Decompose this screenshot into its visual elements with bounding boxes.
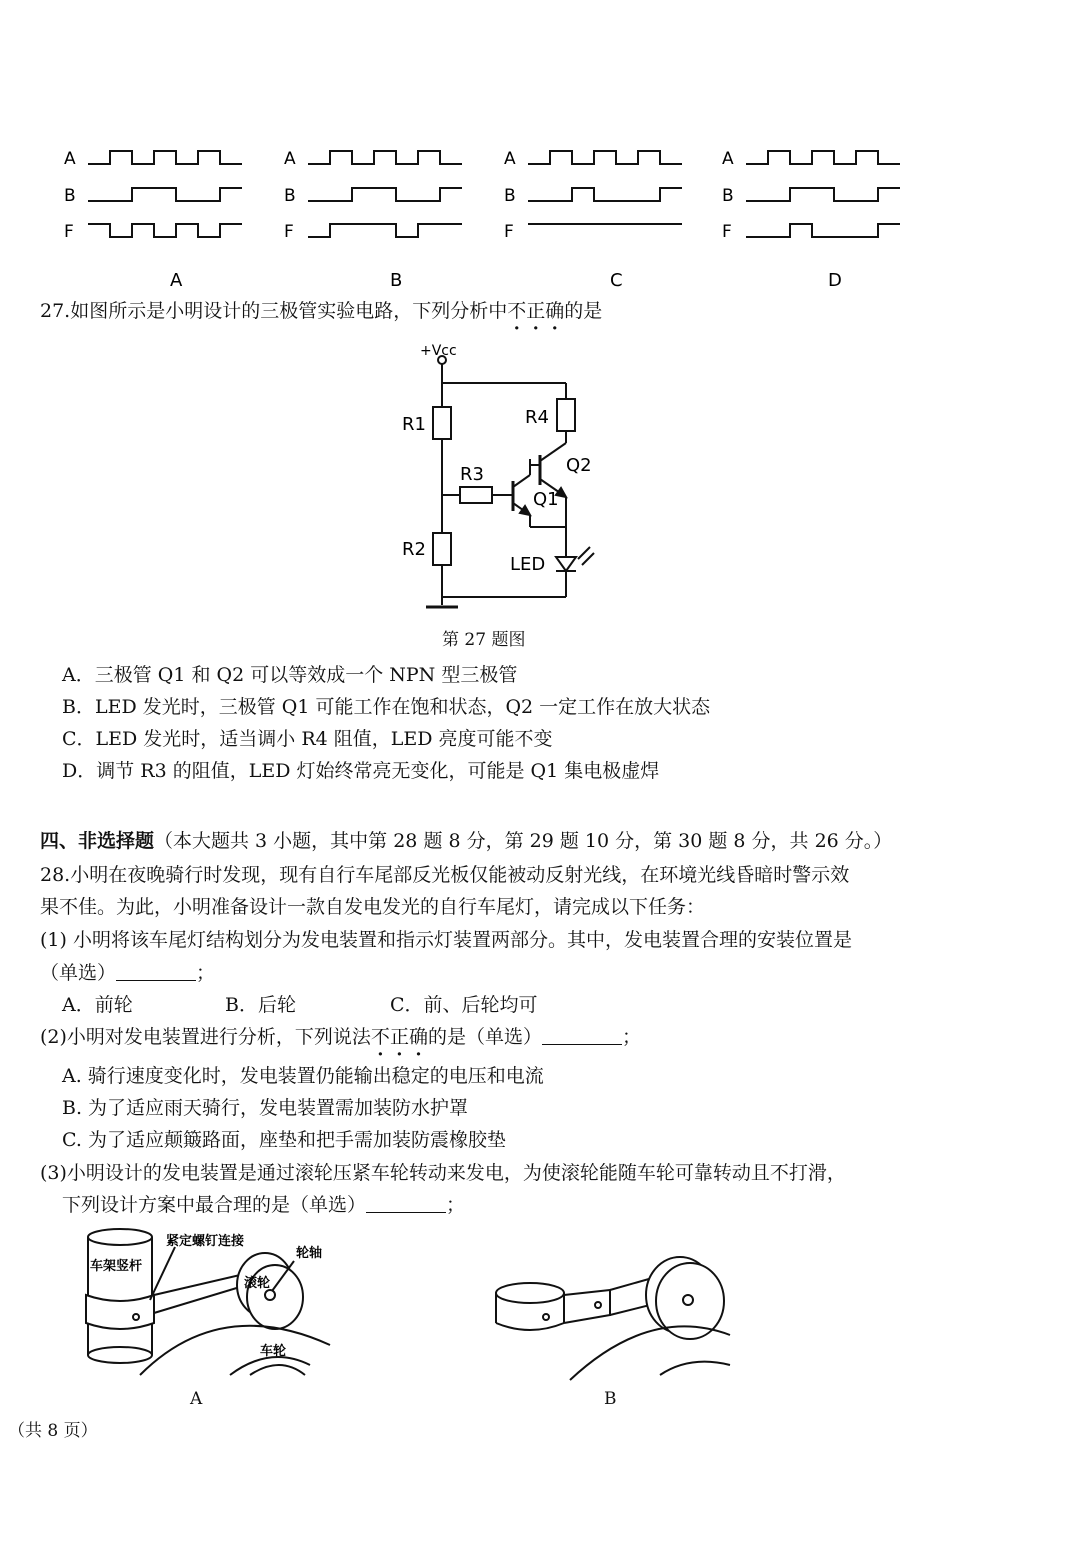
label-roller: 滚轮	[244, 1276, 271, 1291]
waveform-option-label: C	[610, 270, 623, 291]
q28-figure-b[interactable]	[490, 1245, 740, 1385]
q27-option-b[interactable]: B．LED 发光时，三极管 Q1 可能工作在饱和状态，Q2 一定工作在放大状态	[62, 696, 711, 718]
waveform-row-label: B	[504, 186, 516, 206]
q28-stem-line1: 28.小明在夜晚骑行时发现，现有自行车尾部反光板仅能被动反射光线，在环境光线昏暗时警示效	[40, 864, 850, 886]
r1-resistor	[433, 407, 451, 439]
emphasis-char: 不	[507, 300, 527, 322]
label-wheel: 车轮	[260, 1344, 287, 1359]
emphasis-char: 正	[389, 1026, 409, 1048]
q28-p3-line2	[62, 1192, 465, 1218]
waveform-trace	[746, 188, 900, 201]
led-symbol	[556, 557, 576, 571]
q27-circuit-diagram	[380, 335, 620, 625]
r2-resistor	[433, 533, 451, 565]
waveform-row-label: A	[722, 149, 734, 169]
waveform-trace	[88, 224, 242, 237]
p2-prefix: (2)小明对发电装置进行分析，下列说法	[40, 1026, 371, 1048]
q27-option-a[interactable]: A．三极管 Q1 和 Q2 可以等效成一个 NPN 型三极管	[62, 664, 518, 686]
waveform-option-label: B	[390, 270, 403, 291]
section4-header	[40, 828, 892, 854]
q28-p1-line1: (1) 小明将该车尾灯结构划分为发电装置和指示灯装置两部分。其中，发电装置合理的安装位置是	[40, 929, 852, 951]
r3-resistor	[460, 487, 492, 503]
q27-stem-suffix: 的是	[564, 300, 603, 322]
q28-figure-a-label: A	[190, 1389, 203, 1409]
emphasis-char: 确	[408, 1026, 428, 1048]
waveform-trace	[88, 151, 242, 164]
q28-p1-line2	[40, 960, 215, 986]
q28-p1-option-c[interactable]: C．前、后轮均可	[390, 994, 538, 1016]
q28-p2-stem	[40, 1024, 641, 1050]
q2-label: Q2	[566, 455, 592, 476]
q28-p2-option-b[interactable]: B. 为了适应雨天骑行，发电装置需加装防水护罩	[62, 1097, 469, 1119]
waveform-trace	[308, 151, 462, 164]
section4-note: （本大题共 3 小题，其中第 28 题 8 分，第 29 题 10 分，第 30 题 8 分，共 26 分。）	[154, 830, 893, 852]
waveform-row-label: B	[722, 186, 734, 206]
q28-p2-option-c[interactable]: C. 为了适应颠簸路面，座垫和把手需加装防震橡胶垫	[62, 1129, 506, 1151]
waveform-row-label: F	[504, 222, 514, 242]
p2-suffix: 的是（单选）	[427, 1026, 542, 1048]
emphasis-char: 确	[545, 300, 565, 322]
waveform-groups	[64, 149, 900, 291]
label-set-screw: 紧定螺钉连接	[166, 1234, 245, 1249]
waveform-option-label: A	[170, 270, 183, 291]
page-footer: （共 8 页）	[8, 1421, 98, 1441]
q28-stem-line2: 果不佳。为此，小明准备设计一款自发电发光的自行车尾灯，请完成以下任务：	[40, 896, 706, 918]
waveform-row-label: A	[64, 149, 76, 169]
q28-p1-option-b[interactable]: B．后轮	[225, 994, 296, 1016]
waveform-row-label: B	[284, 186, 296, 206]
waveform-figure	[0, 140, 1080, 300]
section4-heading: 四、非选择题	[40, 830, 155, 852]
waveform-row-label: B	[64, 186, 76, 206]
waveform-trace	[88, 188, 242, 201]
waveform-trace	[528, 151, 682, 164]
p2-end: ；	[621, 1026, 641, 1048]
q27-figure-caption: 第 27 题图	[442, 630, 526, 650]
waveform-row-label: A	[284, 149, 296, 169]
q27-option-c[interactable]: C．LED 发光时，适当调小 R4 阻值，LED 亮度可能不变	[62, 728, 553, 750]
waveform-trace	[308, 224, 462, 237]
waveform-trace	[746, 224, 900, 237]
q28-p1-option-a[interactable]: A．前轮	[62, 994, 133, 1016]
p1-answer-blank[interactable]	[116, 962, 196, 981]
emphasis-char: 正	[526, 300, 546, 322]
q28-p2-option-a[interactable]: A. 骑行速度变化时，发电装置仍能输出稳定的电压和电流	[62, 1065, 544, 1087]
waveform-trace	[746, 151, 900, 164]
q27-option-d[interactable]: D．调节 R3 的阻值，LED 灯始终常亮无变化，可能是 Q1 集电极虚焊	[62, 760, 660, 782]
emphasis-char: 不	[370, 1026, 390, 1048]
q28-figure-b-label: B	[604, 1389, 617, 1409]
p3-end: ；	[446, 1194, 466, 1216]
waveform-row-label: F	[284, 222, 294, 242]
r1-label: R1	[402, 414, 426, 435]
r4-label: R4	[525, 407, 549, 428]
q28-p3-line1: (3)小明设计的发电装置是通过滚轮压紧车轮转动来发电，为使滚轮能随车轮可靠转动且不打滑，	[40, 1162, 846, 1184]
led-label: LED	[510, 554, 546, 575]
waveform-row-label: F	[64, 222, 74, 242]
r3-label: R3	[460, 464, 484, 485]
vcc-label: +Vcc	[420, 343, 457, 359]
p2-answer-blank[interactable]	[542, 1026, 622, 1045]
q27-stem-text: 27.如图所示是小明设计的三极管实验电路，下列分析中	[40, 300, 508, 322]
p3-answer-blank[interactable]	[366, 1194, 446, 1213]
q1-label: Q1	[533, 489, 559, 510]
p3-stem: 下列设计方案中最合理的是（单选）	[62, 1194, 367, 1216]
q27-stem	[40, 298, 602, 324]
p1-end: ；	[196, 962, 216, 984]
p1-single-choice: （单选）	[40, 962, 117, 984]
waveform-trace	[308, 188, 462, 201]
q28-figure-a[interactable]	[80, 1225, 340, 1385]
waveform-row-label: F	[722, 222, 732, 242]
waveform-trace	[528, 188, 682, 201]
label-frame-rod: 车架竖杆	[90, 1259, 143, 1274]
waveform-option-label: D	[828, 270, 842, 291]
waveform-row-label: A	[504, 149, 516, 169]
label-axle: 轮轴	[296, 1246, 323, 1261]
r4-resistor	[557, 399, 575, 431]
r2-label: R2	[402, 539, 426, 560]
